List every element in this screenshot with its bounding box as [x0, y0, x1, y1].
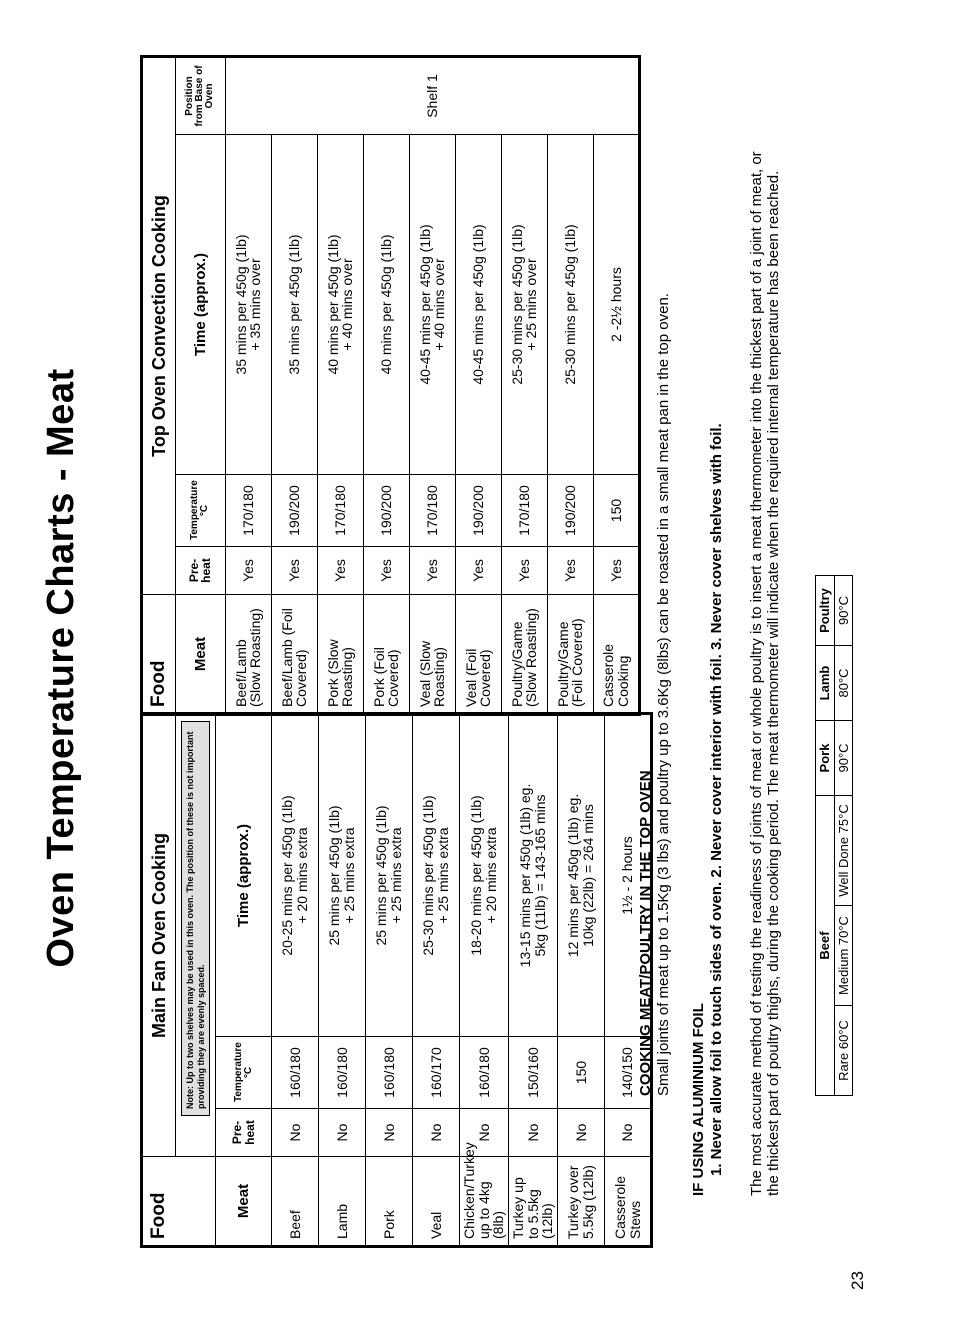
- thermometer-table: [815, 575, 853, 1096]
- temperature-cell: 190/200: [271, 475, 317, 547]
- cooking-text-wrap: [655, 46, 673, 1096]
- time-cell: [409, 135, 455, 475]
- cooking-section: [637, 96, 655, 1096]
- meat-cell: Pork (Slow Roasting): [317, 595, 363, 715]
- time-line: 12 mins per 450g (1lb) eg.: [565, 793, 582, 958]
- time-line: 20-25 mins per 450g (1lb): [279, 795, 296, 956]
- time-cell: [225, 135, 271, 475]
- time-line: 25-30 mins per 450g (1lb): [508, 224, 525, 385]
- medium-temp: Medium 70°C: [834, 906, 853, 1006]
- meat-cell: Pork: [366, 1157, 413, 1247]
- well-done-temp: Well Done 75°C: [834, 795, 853, 905]
- temperature-cell: 160/180: [366, 1037, 413, 1109]
- time-extra: + 35 mins over: [247, 258, 264, 351]
- meat-cell: Lamb: [319, 1157, 366, 1247]
- table-row: [547, 56, 593, 714]
- temperature-cell: 140/150: [605, 1037, 652, 1109]
- time-extra: 5kg (11lb) = 143-165 mins: [532, 794, 549, 957]
- top-col-position: Position from Base of Oven: [175, 56, 225, 134]
- top-oven-section-title: Top Oven Convection Cooking: [142, 56, 176, 594]
- time-extra: + 25 mins extra: [341, 827, 357, 924]
- time-extra: + 40 mins over: [431, 258, 448, 351]
- time-extra: + 25 mins extra: [435, 827, 451, 924]
- main-fan-oven-table: [140, 712, 653, 1248]
- meat-cell: Casserole Stews: [605, 1157, 652, 1247]
- poultry-header: Poultry: [816, 575, 835, 645]
- table-row: [501, 56, 547, 714]
- time-cell: [558, 713, 605, 1036]
- time-line: 40-45 mins per 450g (1lb): [470, 224, 487, 385]
- col-temperature: Temperature °C: [216, 1037, 272, 1109]
- preheat-cell: No: [460, 1109, 509, 1157]
- preheat-cell: No: [558, 1109, 605, 1157]
- table-row: [366, 713, 413, 1246]
- time-cell: [501, 135, 547, 475]
- time-cell: [509, 713, 558, 1036]
- preheat-cell: Yes: [409, 547, 455, 595]
- temperature-cell: 150: [558, 1037, 605, 1109]
- main-fan-section-title: Main Fan Oven Cooking: [142, 713, 176, 1156]
- meat-cell: Pork (Foil Covered): [363, 595, 409, 715]
- preheat-cell: No: [319, 1109, 366, 1157]
- time-line: 25-30 mins per 450g (1lb): [562, 224, 579, 385]
- time-extra: + 20 mins extra: [294, 827, 310, 924]
- time-line: 40-45 mins per 450g (1lb): [416, 224, 433, 385]
- preheat-cell: Yes: [225, 547, 271, 595]
- table-row: [558, 713, 605, 1246]
- time-extra: + 40 mins over: [339, 258, 356, 351]
- top-food-header: Food: [142, 595, 176, 715]
- time-extra: + 25 mins extra: [388, 827, 404, 924]
- col-meat: Meat: [216, 1157, 272, 1247]
- cooking-heading: COOKING MEAT/POULTRY IN THE TOP OVEN: [637, 770, 654, 1096]
- preheat-cell: Yes: [271, 547, 317, 595]
- shelf-position-cell: Shelf 1: [225, 56, 639, 134]
- preheat-cell: No: [509, 1109, 558, 1157]
- top-col-meat: Meat: [175, 595, 225, 715]
- preheat-cell: Yes: [501, 547, 547, 595]
- time-line: 18-20 mins per 450g (1lb): [468, 795, 485, 956]
- meat-cell: Veal (Slow Roasting): [409, 595, 455, 715]
- time-cell: [363, 135, 409, 475]
- foil-text: The most accurate method of testing the readiness of joints of meat or whole poultry is to insert a meat thermometer into the thickest part of a joint of meat, or the thickest part of poultry thighs, during the cooking period. The meat thermometer will indicate when the required internal temperature has been reached.: [748, 151, 782, 1196]
- preheat-cell: Yes: [363, 547, 409, 595]
- time-cell: [272, 713, 319, 1036]
- beef-header: Beef: [816, 795, 835, 1095]
- table-row: [509, 713, 558, 1246]
- table-row: [409, 56, 455, 714]
- meat-cell: Beef: [272, 1157, 319, 1247]
- lamb-header: Lamb: [816, 645, 835, 720]
- temperature-cell: 170/180: [317, 475, 363, 547]
- lamb-temp: 80°C: [834, 645, 853, 720]
- preheat-cell: Yes: [593, 547, 639, 595]
- time-cell: [547, 135, 593, 475]
- meat-cell: Beef/Lamb (Slow Roasting): [225, 595, 271, 715]
- meat-cell: Turkey up to 5.5kg (12lb): [509, 1157, 558, 1247]
- time-extra: 10kg (22lb) = 264 mins: [580, 804, 597, 947]
- page-number: 23: [848, 1271, 867, 1290]
- temperature-cell: 160/170: [413, 1037, 460, 1109]
- time-cell: [593, 135, 639, 475]
- time-line: 1½ - 2 hours: [619, 836, 636, 915]
- time-cell: [317, 135, 363, 475]
- top-col-time: Time (approx.): [175, 135, 225, 475]
- time-line: 25 mins per 450g (1lb): [326, 805, 343, 946]
- temperature-cell: 170/180: [409, 475, 455, 547]
- time-line: 40 mins per 450g (1lb): [378, 234, 395, 375]
- meat-cell: Chicken/Turkey up to 4kg (8lb): [460, 1157, 509, 1247]
- time-line: 2 -2½ hours: [607, 267, 624, 342]
- preheat-cell: No: [272, 1109, 319, 1157]
- temperature-cell: 160/180: [272, 1037, 319, 1109]
- time-extra: + 20 mins extra: [483, 827, 500, 924]
- time-line: 35 mins per 450g (1lb): [286, 234, 303, 375]
- preheat-cell: No: [413, 1109, 460, 1157]
- top-oven-table: [140, 55, 641, 716]
- preheat-cell: No: [366, 1109, 413, 1157]
- preheat-cell: No: [605, 1109, 652, 1157]
- foil-rules: 1. Never allow foil to touch sides of oven. 2. Never cover interior with foil. 3. Never cover shelves with foil.: [708, 423, 725, 1176]
- foil-section: [690, 96, 726, 1196]
- table-row: [271, 56, 317, 714]
- top-col-temperature: Temperature °C: [175, 475, 225, 547]
- time-line: 35 mins per 450g (1lb): [232, 234, 249, 375]
- rare-temp: Rare 60°C: [834, 1006, 853, 1096]
- table-row: [413, 713, 460, 1246]
- time-cell: [460, 713, 509, 1036]
- preheat-cell: Yes: [317, 547, 363, 595]
- temperature-cell: 150: [593, 475, 639, 547]
- table-row: [272, 713, 319, 1246]
- col-preheat: Pre- heat: [216, 1109, 272, 1157]
- temperature-cell: 190/200: [547, 475, 593, 547]
- temperature-cell: 170/180: [225, 475, 271, 547]
- time-cell: [413, 713, 460, 1036]
- poultry-temp: 90°C: [834, 575, 853, 645]
- table-row: [455, 56, 501, 714]
- temperature-cell: 190/200: [455, 475, 501, 547]
- meat-cell: Casserole Cooking: [593, 595, 639, 715]
- table-row: [317, 56, 363, 714]
- preheat-cell: Yes: [455, 547, 501, 595]
- foil-heading: IF USING ALUMINIUM FOIL: [690, 1003, 707, 1196]
- time-line: 40 mins per 450g (1lb): [324, 234, 341, 375]
- meat-cell: Poultry/Game (Foil Covered): [547, 595, 593, 715]
- table-row: [460, 713, 509, 1246]
- time-cell: [455, 135, 501, 475]
- preheat-cell: Yes: [547, 547, 593, 595]
- temperature-cell: 160/180: [460, 1037, 509, 1109]
- table-row: [593, 56, 639, 714]
- table-row: [225, 56, 271, 714]
- time-cell: [366, 713, 413, 1036]
- pork-temp: 90°C: [834, 720, 853, 795]
- meat-cell: Beef/Lamb (Foil Covered): [271, 595, 317, 715]
- table-row: [319, 713, 366, 1246]
- temperature-cell: 170/180: [501, 475, 547, 547]
- meat-cell: Turkey over 5.5kg (12lb): [558, 1157, 605, 1247]
- cooking-text: Small joints of meat up to 1.5Kg (3 lbs) and poultry up to 3.6Kg (8lbs) can be roasted in a small meat pan in the top oven.: [655, 293, 672, 1096]
- page-title: Oven Temperature Charts - Meat: [40, 368, 82, 968]
- top-col-preheat: Pre- heat: [175, 547, 225, 595]
- pork-header: Pork: [816, 720, 835, 795]
- temperature-cell: 150/160: [509, 1037, 558, 1109]
- meat-cell: Veal: [413, 1157, 460, 1247]
- time-extra: + 25 mins over: [523, 258, 540, 351]
- time-line: 13-15 mins per 450g (1lb) eg.: [517, 783, 534, 968]
- time-line: 25 mins per 450g (1lb): [373, 805, 390, 946]
- time-cell: [319, 713, 366, 1036]
- col-time: Time (approx.): [216, 713, 272, 1036]
- temperature-cell: 160/180: [319, 1037, 366, 1109]
- time-cell: [271, 135, 317, 475]
- table-row: [363, 56, 409, 714]
- temperature-cell: 190/200: [363, 475, 409, 547]
- food-header: Food: [142, 1157, 216, 1247]
- time-line: 25-30 mins per 450g (1lb): [420, 795, 437, 956]
- shelf-note: Note: Up to two shelves may be used in this oven. The position of these is not important providing they are evenly spaced.: [181, 721, 210, 1116]
- meat-cell: Poultry/Game (Slow Roasting): [501, 595, 547, 715]
- meat-cell: Veal (Foil Covered): [455, 595, 501, 715]
